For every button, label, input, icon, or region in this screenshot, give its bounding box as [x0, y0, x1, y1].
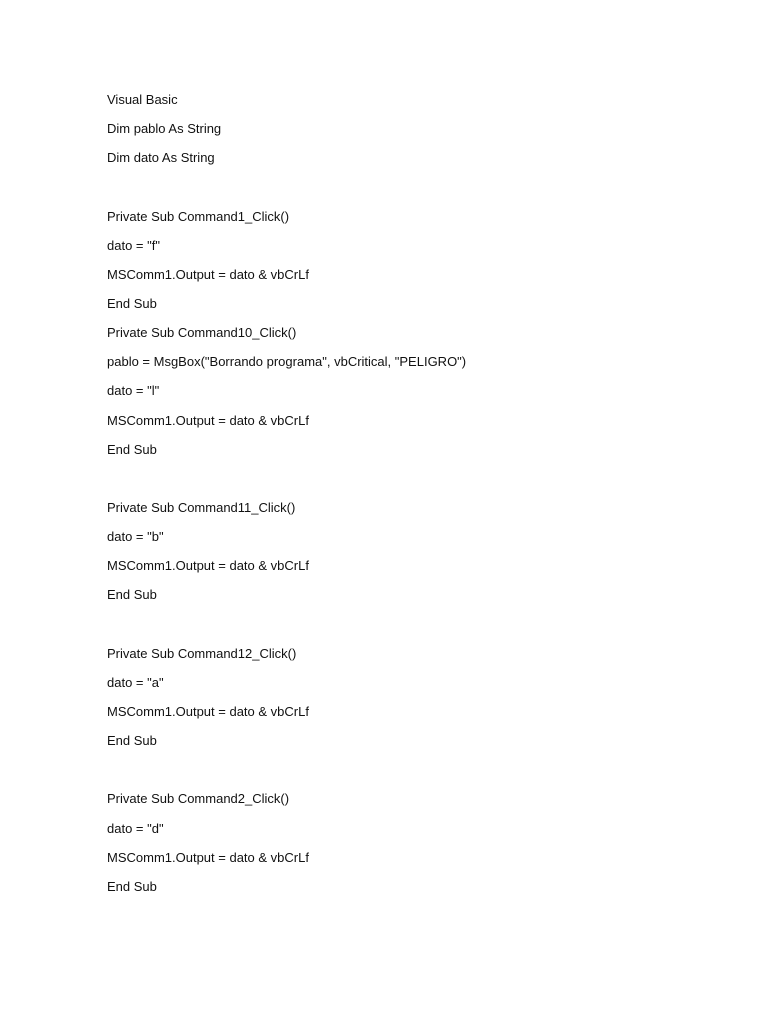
text-line: End Sub — [107, 587, 157, 603]
text-line: MSComm1.Output = dato & vbCrLf — [107, 703, 309, 719]
blank-line — [107, 177, 727, 206]
text-line: dato = "l" — [107, 383, 160, 399]
text-line: Private Sub Command10_Click() — [107, 325, 297, 341]
text-line: End Sub — [107, 295, 157, 311]
text-line: Private Sub Command12_Click() — [107, 645, 297, 661]
text-line: Private Sub Command1_Click() — [107, 208, 290, 224]
blank-line — [107, 615, 727, 644]
text-line: MSComm1.Output = dato & vbCrLf — [107, 849, 309, 865]
text-line: dato = "b" — [107, 529, 164, 545]
text-line: pablo = MsgBox("Borrando programa", vbCritical, "PELIGRO") — [107, 354, 467, 370]
text-line: End Sub — [107, 733, 157, 749]
text-line: MSComm1.Output = dato & vbCrLf — [107, 558, 309, 574]
text-line: End Sub — [107, 878, 157, 894]
text-line: End Sub — [107, 441, 157, 457]
text-line: dato = "a" — [107, 674, 164, 690]
text-line: Dim pablo As String — [107, 121, 222, 137]
blank-line — [107, 760, 727, 789]
text-line: Visual Basic — [107, 92, 178, 107]
text-line: Private Sub Command2_Click() — [107, 791, 290, 807]
text-line: Private Sub Command11_Click() — [107, 499, 296, 515]
text-line: dato = "f" — [107, 237, 160, 253]
text-line: dato = "d" — [107, 820, 164, 836]
document-text — [107, 90, 727, 906]
text-line: Dim dato As String — [107, 150, 215, 166]
text-line: MSComm1.Output = dato & vbCrLf — [107, 412, 309, 428]
blank-line — [107, 469, 727, 498]
text-line: MSComm1.Output = dato & vbCrLf — [107, 266, 309, 282]
